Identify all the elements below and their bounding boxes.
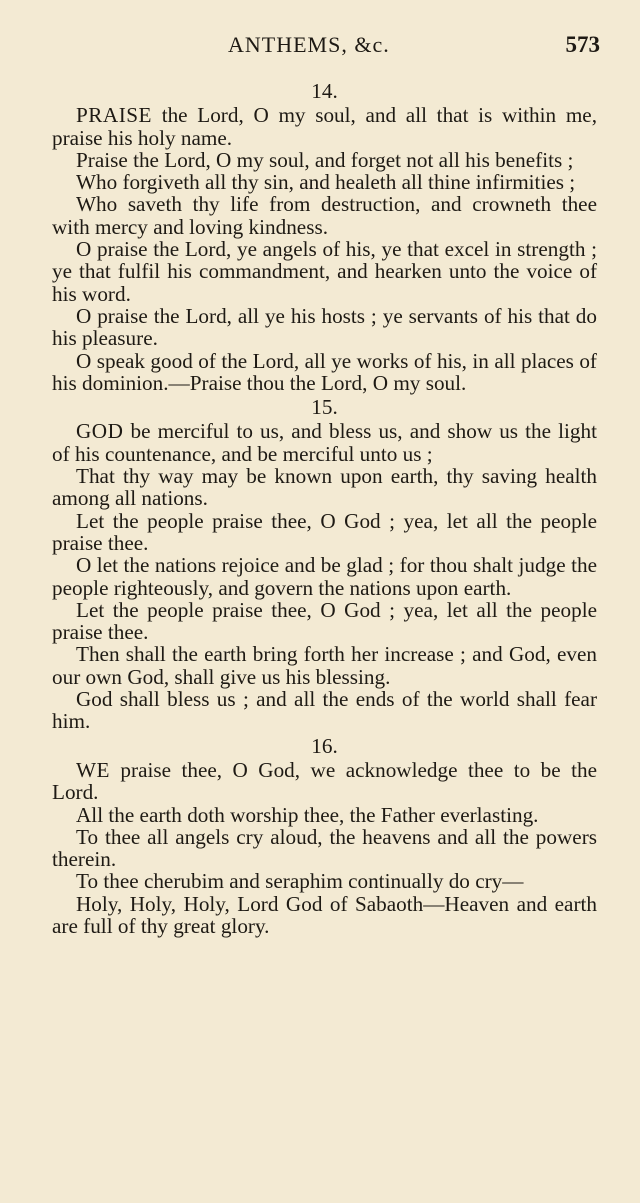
anthem-15 <box>52 394 597 732</box>
anthem-number: 14. <box>311 79 338 103</box>
verse-text: Let the people praise thee, O God ; yea, let all the people praise thee. <box>52 597 597 645</box>
verse <box>52 350 597 395</box>
running-title: ANTHEMS, &c. <box>228 32 390 57</box>
page-number: 573 <box>565 32 600 57</box>
verse <box>52 643 597 688</box>
verse-text: That thy way may be known upon earth, thy saving health among all nations. <box>52 464 597 511</box>
verse <box>52 149 597 171</box>
verse <box>52 193 597 238</box>
verse-text: O let the nations rejoice and be glad ; for thou shalt judge the people righteously, and govern the nations upon earth. <box>52 553 597 600</box>
verse <box>52 759 597 804</box>
anthem-16 <box>52 733 597 938</box>
verse-text: God shall bless us ; and all the ends of the world shall fear him. <box>52 687 597 734</box>
verse-first-word: PRAISE <box>76 103 152 128</box>
verse-text: Who saveth thy life from destruction, and crowneth thee with mercy and loving kindness. <box>52 192 597 239</box>
verse <box>52 420 597 465</box>
anthems-text <box>52 78 597 937</box>
verse <box>52 870 597 892</box>
verse <box>52 104 597 149</box>
verse-text: be merciful to us, and bless us, and show us the light of his countenance, and be merciful unto us ; <box>52 419 597 466</box>
verse <box>52 238 597 305</box>
verse-text: praise thee, O God, we acknowledge thee to be the Lord. <box>52 757 597 805</box>
anthem-number: 15. <box>311 395 338 420</box>
anthem-14 <box>52 78 597 394</box>
verse-text: O praise the Lord, all ye his hosts ; ye servants of his that do his pleasure. <box>52 303 597 351</box>
verse <box>52 688 597 733</box>
verse <box>52 599 597 644</box>
verse <box>52 554 597 599</box>
verse <box>52 305 597 350</box>
verse <box>52 804 597 826</box>
verse-first-word: GOD <box>76 419 124 444</box>
verse-text: To thee all angels cry aloud, the heavens and all the powers therein. <box>52 824 597 872</box>
verse <box>52 171 597 193</box>
verse <box>52 510 597 555</box>
verse <box>52 826 597 871</box>
verse-text: Praise the Lord, O my soul, and forget not all his benefits ; <box>76 147 574 172</box>
verse-first-word: WE <box>76 757 110 782</box>
verse-text: Let the people praise thee, O God ; yea, let all the people praise thee. <box>52 508 597 555</box>
anthem-number: 16. <box>311 733 338 758</box>
page-header <box>0 32 640 66</box>
verse-text: Then shall the earth bring forth her increase ; and God, even our own God, shall give us his blessing. <box>52 642 597 689</box>
verse-text: To thee cherubim and seraphim continually do cry— <box>76 869 524 894</box>
verse <box>52 465 597 510</box>
verse-text: the Lord, O my soul, and all that is within me, praise his holy name. <box>52 103 597 150</box>
verse-text: O speak good of the Lord, all ye works of his, in all places of his dominion.—Praise thou the Lord, O my soul. <box>52 348 597 395</box>
verse-text: All the earth doth worship thee, the Father everlasting. <box>76 802 539 827</box>
verse-text: Who forgiveth all thy sin, and healeth all thine infirmities ; <box>76 170 576 195</box>
verse <box>52 893 597 938</box>
verse-text: O praise the Lord, ye angels of his, ye that excel in strength ; ye that fulfil his commandment, and hearken unto the voice of his word. <box>52 237 597 306</box>
verse-text: Holy, Holy, Holy, Lord God of Sabaoth—Heaven and earth are full of thy great glory. <box>52 891 597 938</box>
